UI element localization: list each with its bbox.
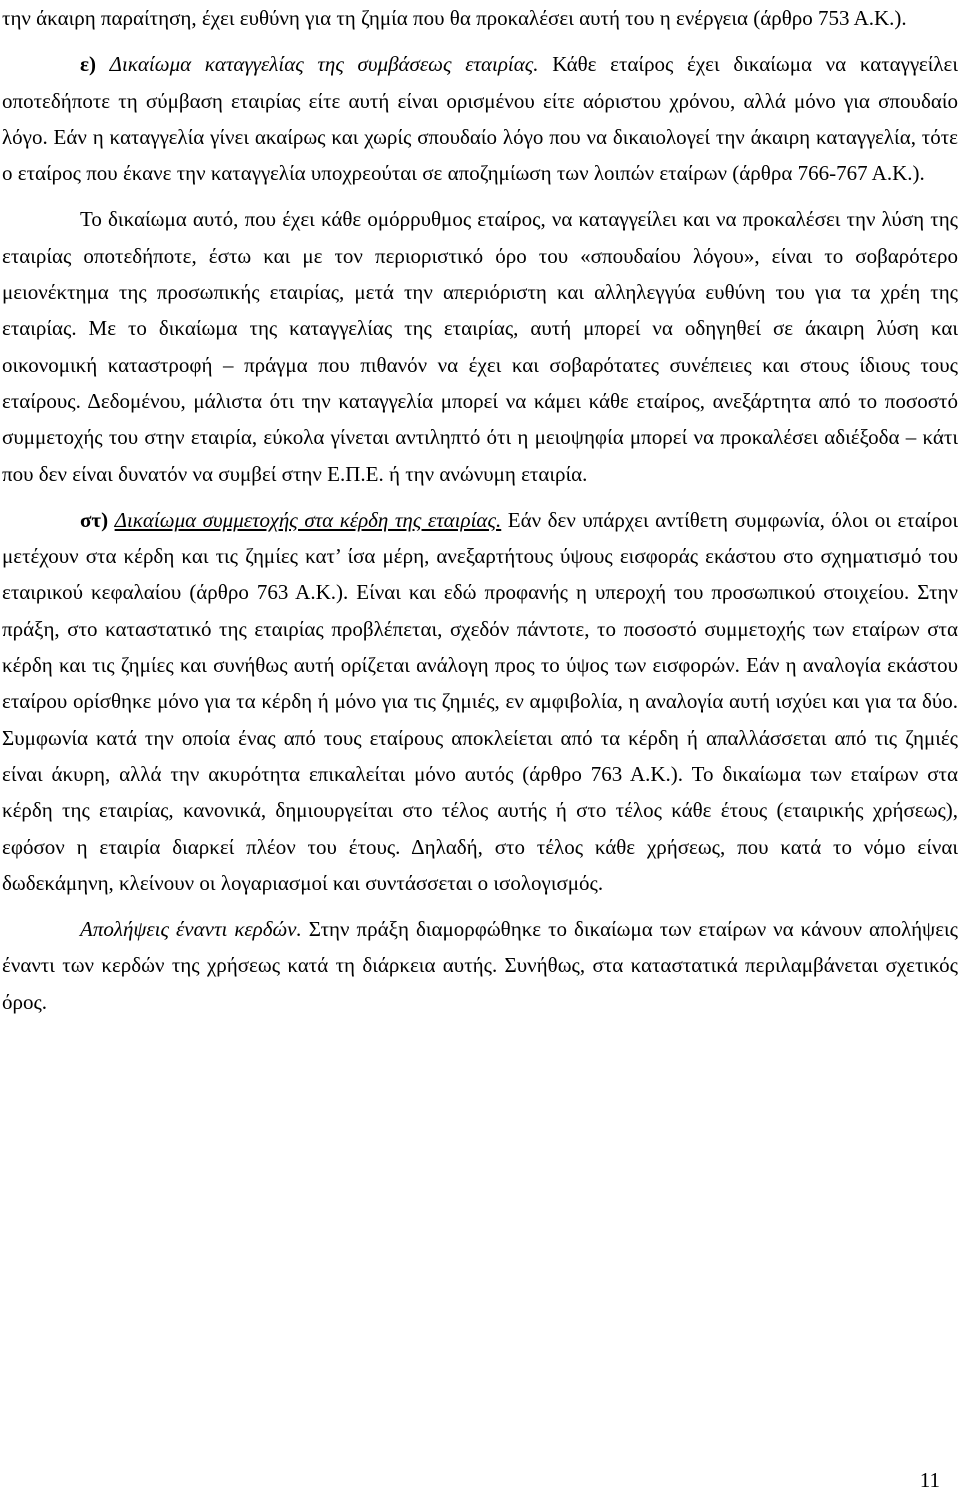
section-st-heading: Δικαίωμα συμμετοχής στα κέρδη της εταιρίας. <box>114 507 502 532</box>
paragraph-3 <box>2 502 958 901</box>
paragraph-2-text: Το δικαίωμα αυτό, που έχει κάθε ομόρρυθμος εταίρος, να καταγγείλει και να προκαλέσει την λύση της εταιρίας οποτεδήποτε, έστω και με τον περιοριστικό όρο του «σπουδαίου λόγου», είναι το σοβαρότερο μειονέκτημα της προσωπικής εταιρίας, μετά την απεριόριστη και αλληλεγγύα ευθύνη του για τα χρέη της εταιρίας. Με το δικαίωμα της καταγγελίας της εταιρίας, αυτή μπορεί να οδηγηθεί σε άκαιρη λύση και οικονομική καταστροφή – πράγμα που πιθανόν να έχει και σοβαρότατες συνέπειες και στους ίδιους τους εταίρους. Δεδομένου, μάλιστα ότι την καταγγελία μπορεί να κάμει κάθε εταίρος, ανεξάρτητα από το ποσοστό συμμετοχής του στην εταιρία, εύκολα γίνεται αντιληπτό ότι η μειοψηφία μπορεί να προκαλέσει αδιέξοδα – κάτι που δεν είναι δυνατόν να συμβεί στην Ε.Π.Ε. ή την ανώνυμη εταιρία. <box>2 207 958 486</box>
page-number: 11 <box>919 1468 940 1492</box>
paragraph-1 <box>2 46 958 191</box>
paragraph-0 <box>2 0 958 36</box>
section-e-label: ε) <box>80 52 96 77</box>
paragraph-3-text: Εάν δεν υπάρχει αντίθετη συμφωνία, όλοι οι εταίροι μετέχουν στα κέρδη και τις ζημίες κατ’ ίσα μέρη, ανεξαρτήτους ύψους εισφοράς εκάστου στο σχηματισμό του εταιρικού κεφαλαίου (άρθρο 763 Α.Κ.). Είναι και εδώ προφανής η υπεροχή του προσωπικού στοιχείου. Στην πράξη, στο καταστατικό της εταιρίας προβλέπεται, σχεδόν πάντοτε, το ποσοστό συμμετοχής των εταίρων στα κέρδη και τις ζημίες και συνήθως αυτή ορίζεται ανάλογη προς το ύψος των εισφορών. Εάν η αναλογία εκάστου εταίρου ορίσθηκε μόνο για τα κέρδη ή μόνο για τις ζημιές, εν αμφιβολία, η αναλογία αυτή ισχύει και για τα δύο. Συμφωνία κατά την οποία ένας από τους εταίρους αποκλείεται από τα κέρδη ή απαλλάσσεται από τις ζημιές είναι άκυρη, αλλά την ακυρότητα επικαλείται μόνο αυτός (άρθρο 763 Α.Κ.). Το δικαίωμα των εταίρων στα κέρδη της εταιρίας, κανονικά, δημιουργείται στο τέλος αυτής ή στο τέλος κάθε έτους (εταιρικής χρήσεως), εφόσον η εταιρία διαρκεί πλέον του έτους. Δηλαδή, στο τέλος κάθε χρήσεως, που κατά το νόμο είναι δωδεκάμηνη, κλείνουν οι λογαριασμοί και συντάσσεται ο ισολογισμός. <box>2 507 959 895</box>
paragraph-2 <box>2 201 958 491</box>
section-e-heading: Δικαίωμα καταγγελίας της συμβάσεως εταιρίας. <box>109 52 539 77</box>
section-st-label: στ) <box>80 507 109 532</box>
paragraph-4-text: Στην πράξη διαμορφώθηκε το δικαίωμα των εταίρων να κάνουν απολήψεις έναντι των κερδών της χρήσεως κατά τη διάρκεια αυτής. Συνήθως, στα καταστατικά περιλαμβάνεται σχετικός όρος. <box>2 917 958 1014</box>
paragraph-4 <box>2 911 958 1020</box>
withdrawals-heading: Απολήψεις έναντι κερδών. <box>80 917 302 942</box>
body-text <box>2 0 958 1020</box>
paragraph-0-text: την άκαιρη παραίτηση, έχει ευθύνη για τη ζημία που θα προκαλέσει αυτή του η ενέργεια (άρθρο 753 Α.Κ.). <box>2 6 907 30</box>
paragraph-1-text: Κάθε εταίρος έχει δικαίωμα να καταγγείλει οποτεδήποτε τη σύμβαση εταιρίας είτε αυτή είναι ορισμένου είτε αόριστου χρόνου, αλλά μόνο για σπουδαίο λόγο. Εάν η καταγγελία γίνει ακαίρως και χωρίς σπουδαίο λόγο που να δικαιολογεί την άκαιρη καταγγελία, τότε ο εταίρος που έκανε την καταγγελία υποχρεούται σε αποζημίωση των λοιπών εταίρων (άρθρα 766-767 Α.Κ.). <box>2 52 958 186</box>
